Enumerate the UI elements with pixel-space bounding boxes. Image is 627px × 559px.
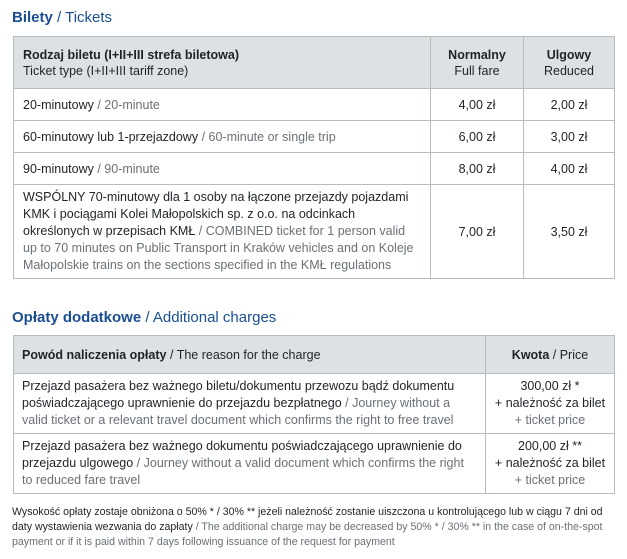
footnote-separator: / [192,521,202,533]
ticket-type-header-en: Ticket type (I+II+III tariff zone) [23,63,189,78]
amount-header-pl: Kwota [511,347,550,362]
normal-price: 6,00 zł [431,121,524,153]
tickets-table [13,36,615,279]
charge-amount [486,374,615,434]
ticket-name-en: COMBINED ticket for 1 person valid up to 70 minutes on Public Transport in Kraków vehicles and on Koleje Małopolskie trains on the sections specified in the KMŁ regulations [23,224,414,272]
charges-table [13,335,615,494]
normal-fare-header-pl: Normalny [448,47,506,62]
tickets-heading-en: Tickets [65,9,113,26]
charge-amount [486,434,615,494]
table-row [14,153,615,185]
charge-amount-plus-en: + ticket price [514,413,586,427]
charge-reason [14,374,486,434]
ticket-name [14,121,431,153]
charges-table-header [14,336,615,374]
table-row [14,374,615,434]
normal-fare-header-en: Full fare [454,63,500,78]
reduced-price: 4,00 zł [524,153,615,185]
footnote-en: The additional charge may be decreased by 50% * / 30% ** in the case of on-the-spot payment or if it is paid within 7 days following issuance of the request for payment [12,521,603,548]
reduced-fare-header [524,37,615,89]
tickets-heading-pl: Bilety [12,9,53,26]
charge-reason-pl: Przejazd pasażera bez ważnego dokumentu poświadczającego uprawnienie do przejazdu ulgowego [22,439,462,470]
footnote [12,505,617,550]
charge-reason-separator: / [341,396,353,410]
footnote-pl: Wysokość opłaty zostaje obniżona o 50% * / 30% ** jeżeli należność zostanie uiszczona u kontrolującego lub w ciągu 7 dni od daty wystawienia wezwania do zapłaty [12,506,603,533]
reduced-price: 3,50 zł [524,185,615,279]
ticket-type-header [14,37,431,89]
ticket-type-header-pl: Rodzaj biletu (I+II+III strefa biletowa) [23,47,240,62]
reason-header-separator: / [166,347,177,362]
ticket-name-en: 20-minute [104,97,160,112]
ticket-name-en: 90-minute [104,161,160,176]
amount-header-separator: / [549,347,560,362]
reduced-fare-header-pl: Ulgowy [546,47,592,62]
ticket-name-en: 60-minute or single trip [208,129,336,144]
normal-price: 4,00 zł [431,89,524,121]
reason-header [14,336,486,374]
charge-reason-en: Journey without a valid document which confirms the right to reduced fare travel [22,456,464,487]
ticket-name-separator: / [198,129,209,144]
ticket-name-separator: / [93,97,105,112]
ticket-name-separator: / [195,224,206,238]
table-row [14,89,615,121]
charge-amount-plus-pl: + należność za bilet [494,456,606,470]
table-row [14,121,615,153]
ticket-name-pl: 60-minutowy lub 1-przejazdowy [23,129,199,144]
charge-reason-pl: Przejazd pasażera bez ważnego biletu/dokumentu przewozu bądź dokumentu poświadczającego uprawnienie do przejazdu bezpłatnego [22,379,455,410]
charge-amount-value: 200,00 zł ** [518,439,582,453]
heading-separator: / [52,9,66,26]
normal-fare-header [431,37,524,89]
tickets-table-header [14,37,615,89]
reason-header-pl: Powód naliczenia opłaty [22,347,167,362]
charge-amount-plus-pl: + należność za bilet [494,396,606,410]
reduced-fare-header-en: Reduced [543,63,595,78]
reduced-price: 3,00 zł [524,121,615,153]
ticket-name [14,89,431,121]
table-row [14,185,615,279]
charges-heading-en: Additional charges [152,309,277,326]
amount-header-en: Price [559,347,589,362]
ticket-name [14,185,431,279]
ticket-name-pl: 90-minutowy [23,161,94,176]
ticket-name-separator: / [93,161,105,176]
normal-price: 7,00 zł [431,185,524,279]
table-row [14,434,615,494]
charge-reason-separator: / [133,456,144,470]
reason-header-en: The reason for the charge [176,347,321,362]
charges-heading-pl: Opłaty dodatkowe [12,309,142,326]
heading-separator: / [141,309,153,326]
reduced-price: 2,00 zł [524,89,615,121]
charge-reason-en: Journey without a valid ticket or a relevant travel document which confirms the right to free travel [22,396,454,427]
charge-amount-value: 300,00 zł * [520,379,580,393]
ticket-name-pl: 20-minutowy [23,97,94,112]
charges-heading [12,309,276,327]
ticket-name [14,153,431,185]
tickets-heading [12,9,112,27]
normal-price: 8,00 zł [431,153,524,185]
charge-amount-plus-en: + ticket price [514,473,586,487]
charge-reason [14,434,486,494]
ticket-name-pl: WSPÓLNY 70-minutowy dla 1 osoby na łączone przejazdy pojazdami KMK i pociągami Kolei Małopolskich sp. z o.o. na odcinkach określonych w przepisach KMŁ [23,190,409,238]
amount-header [486,336,615,374]
